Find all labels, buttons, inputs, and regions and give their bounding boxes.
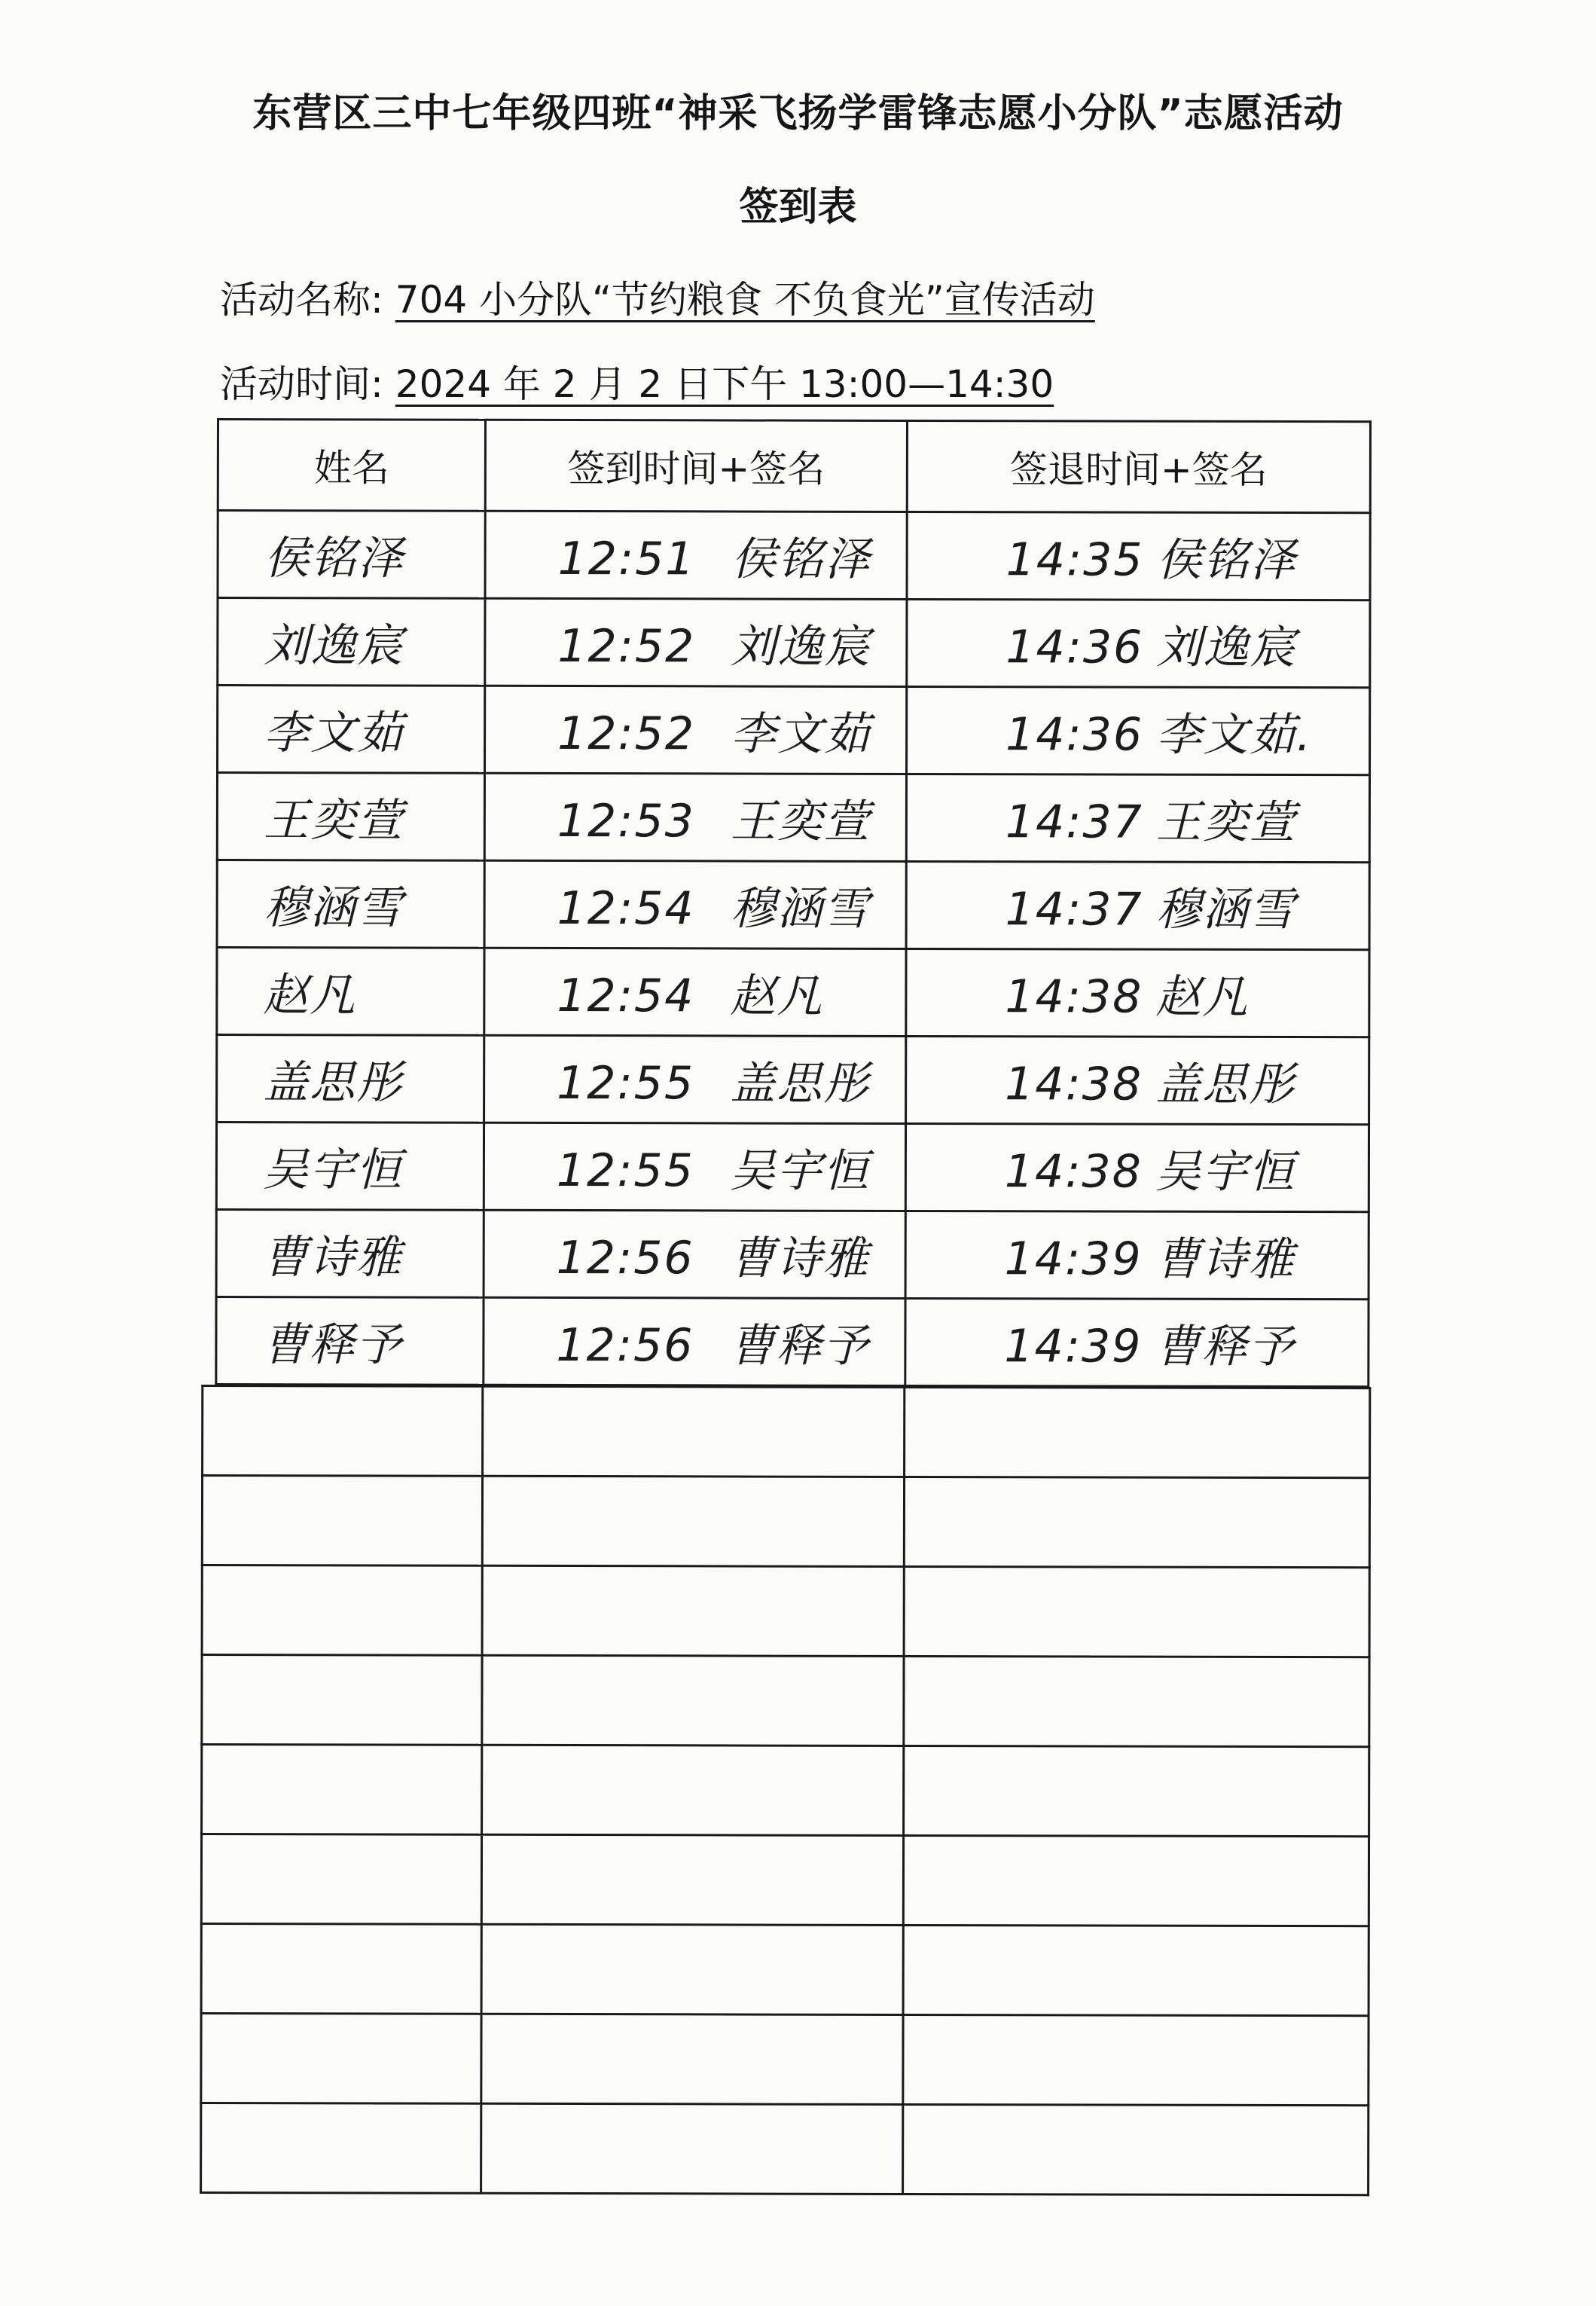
student-name: 王奕萱 [217,773,484,861]
blank-row [201,1923,1369,2015]
column-header-sign-out: 签退时间+签名 [907,420,1370,512]
sign-out-cell [905,1123,1369,1211]
sign-out-signature: 盖思彤 [1155,1058,1296,1111]
activity-name-line [220,270,1095,324]
sign-out-cell [906,861,1369,949]
blank-cell [904,1656,1369,1746]
table-row [218,598,1370,688]
sign-in-signature: 王奕萱 [730,794,871,848]
sign-out-signature: 赵凡 [1155,970,1250,1024]
activity-time-value: 2024 年 2 月 2 日下午 13:00—14:30 [395,362,1054,406]
sign-out-signature: 王奕萱 [1155,796,1296,849]
sheet-subtitle: 签到表 [739,185,857,230]
sign-in-signature: 盖思彤 [730,1056,871,1110]
blank-row [202,1565,1369,1657]
student-name: 穆涵雪 [217,860,484,948]
sign-out-signature: 李文茹. [1156,708,1313,762]
sign-in-signature: 穆涵雪 [730,881,871,936]
blank-cell [904,1477,1369,1567]
blank-cell [203,1386,483,1477]
column-header-name: 姓名 [218,420,485,512]
blank-cell [201,2103,481,2193]
blank-cell [482,1476,904,1566]
blank-cell [903,2104,1369,2195]
blank-row [201,2103,1369,2195]
sign-out-time: 14:36 [1006,707,1144,762]
sign-in-cell [484,860,906,948]
blank-row [201,1834,1369,1926]
sign-in-time: 12:56 [556,1318,694,1372]
blank-row [201,2013,1369,2105]
sign-in-signature: 李文茹 [731,707,871,761]
sign-out-time: 14:38 [1005,970,1143,1024]
sign-out-time: 14:36 [1006,620,1144,674]
sign-out-signature: 侯铭泽 [1156,533,1297,587]
sign-out-signature: 曹释予 [1155,1320,1295,1373]
sign-in-time: 12:53 [557,794,695,848]
sign-table [215,418,1372,1388]
table-row [218,686,1370,775]
sign-in-signature: 吴宇恒 [729,1144,870,1198]
blank-cell [904,1746,1369,1836]
blank-cell [483,1386,905,1477]
blank-cell [202,1565,482,1655]
sheet-title: 东营区三中七年级四班“神采飞扬学雷锋志愿小分队”志愿活动 [252,91,1344,136]
blank-cell [201,1923,481,2014]
blank-cell [482,1655,904,1746]
table-row [216,1297,1369,1387]
blank-cell [201,1834,481,1924]
sign-out-cell [906,948,1369,1037]
student-name: 曹释予 [216,1297,484,1385]
blank-cell [202,1744,482,1834]
student-name: 刘逸宸 [218,598,485,686]
sign-in-cell [484,948,906,1036]
sign-in-signature: 曹释予 [729,1318,870,1373]
sign-out-time: 14:38 [1005,1057,1143,1111]
blank-cell [481,1834,903,1925]
sign-in-time: 12:52 [557,707,696,760]
blank-cell [482,1565,904,1656]
sign-out-cell [907,512,1370,600]
sign-out-time: 14:39 [1004,1319,1143,1373]
sign-out-cell [905,1298,1369,1386]
blank-row [203,1386,1370,1478]
table-row [216,1122,1369,1212]
sign-out-cell [906,1036,1369,1124]
student-name: 赵凡 [217,948,484,1036]
sign-in-time: 12:56 [556,1231,694,1284]
blank-cell [201,2013,481,2103]
blank-cell [202,1654,482,1745]
blank-cell [903,1835,1369,1926]
sign-out-signature: 吴宇恒 [1155,1145,1295,1199]
sign-in-cell [485,511,907,599]
blank-cell [905,1387,1370,1477]
blank-cell [903,2014,1369,2105]
blank-rows-table [200,1385,1371,2196]
sign-in-time: 12:51 [557,532,696,585]
blank-cell [903,1925,1369,2015]
sign-in-time: 12:55 [557,1056,695,1110]
blank-row [202,1744,1369,1836]
student-name: 吴宇恒 [216,1122,484,1211]
student-name: 曹诗雅 [216,1210,484,1298]
sign-in-signature: 赵凡 [730,969,824,1023]
sign-in-cell [485,598,907,686]
sign-out-time: 14:35 [1006,533,1144,587]
sign-in-cell [485,686,907,774]
sign-out-cell [906,774,1369,862]
sign-out-cell [907,686,1370,774]
student-name: 盖思彤 [217,1035,484,1123]
sign-in-cell [484,773,906,861]
sign-in-signature: 曹诗雅 [729,1231,870,1285]
sign-in-time: 12:52 [557,619,696,673]
sign-in-cell [484,1210,905,1298]
column-header-sign-in: 签到时间+签名 [485,420,907,512]
activity-time-line [220,354,1054,408]
blank-cell [481,1924,903,2014]
blank-row [202,1654,1369,1746]
sign-out-signature: 刘逸宸 [1156,621,1297,674]
blank-cell [481,2014,903,2104]
sign-out-signature: 穆涵雪 [1155,883,1296,936]
sign-in-cell [484,1297,905,1385]
sign-in-time: 12:55 [556,1144,694,1197]
sign-in-time: 12:54 [557,881,695,935]
sign-out-time: 14:38 [1004,1144,1143,1199]
activity-name-label: 活动名称: [220,278,383,322]
table-row [217,948,1369,1037]
table-row [218,511,1370,600]
student-name: 李文茹 [218,686,485,774]
table-row [216,1210,1369,1300]
sign-out-time: 14:37 [1005,795,1143,849]
activity-time-label: 活动时间: [220,362,383,406]
sign-out-time: 14:39 [1004,1232,1143,1286]
blank-cell [904,1566,1369,1657]
blank-cell [482,1745,904,1835]
table-row [217,773,1369,863]
table-row [217,1035,1369,1125]
table-row [217,860,1369,950]
sign-out-time: 14:37 [1005,882,1143,936]
sign-in-time: 12:54 [557,969,695,1022]
sign-in-cell [484,1122,905,1211]
table-header-row [218,420,1370,513]
blank-cell [481,2103,903,2194]
blank-cell [202,1476,482,1566]
sign-out-signature: 曹诗雅 [1155,1232,1295,1286]
sign-in-signature: 侯铭泽 [731,532,871,586]
sign-table-area [200,418,1371,2202]
sign-out-cell [907,599,1370,687]
sign-in-cell [484,1035,906,1123]
blank-row [202,1476,1369,1568]
sign-in-signature: 刘逸宸 [731,619,871,673]
student-name: 侯铭泽 [218,511,485,599]
activity-name-value: 704 小分队“节约粮食 不负食光”宣传活动 [395,278,1095,322]
blank-rows-area [200,1385,1369,2202]
sign-out-cell [905,1211,1369,1299]
